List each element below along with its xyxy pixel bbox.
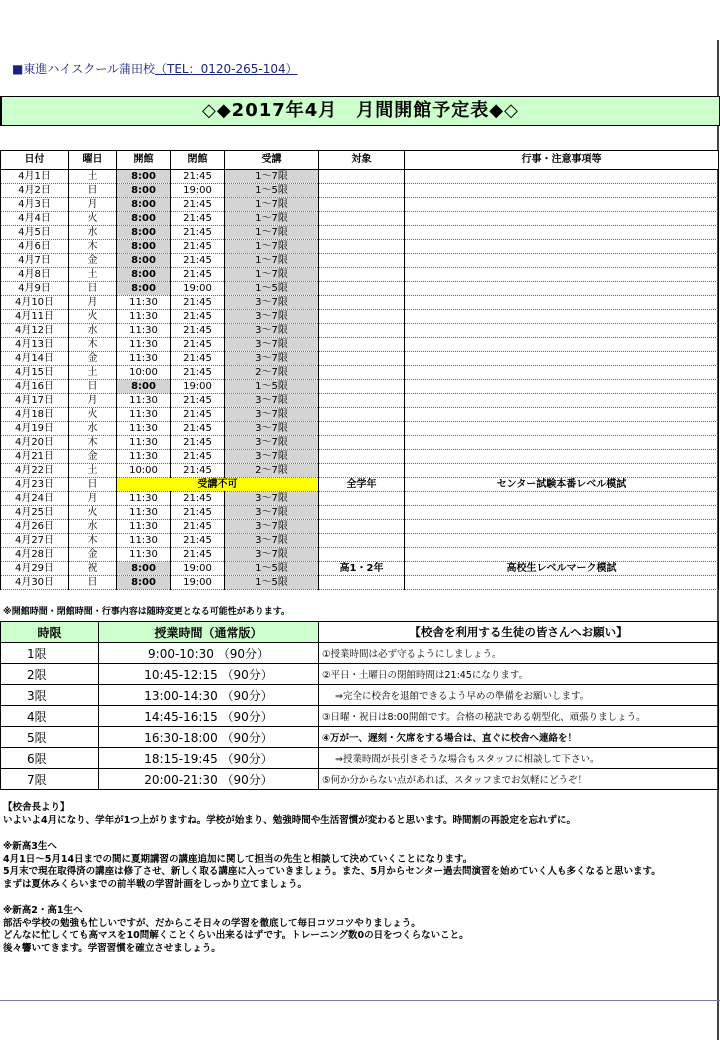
request-text: ⇒完全に校舎を退館できるよう早めの準備をお願いします。 bbox=[319, 685, 719, 706]
schedule-header-row bbox=[1, 151, 719, 170]
cell-event: センター試験本番レベル模試 bbox=[405, 478, 719, 492]
cell-dow: 水 bbox=[69, 422, 117, 436]
cell-date: 4月4日 bbox=[1, 212, 69, 226]
cell-class: 1〜7限 bbox=[225, 212, 319, 226]
cell-date: 4月3日 bbox=[1, 198, 69, 212]
cell-date: 4月8日 bbox=[1, 268, 69, 282]
cell-date: 4月7日 bbox=[1, 254, 69, 268]
cell-class: 3〜7限 bbox=[225, 506, 319, 520]
cell-target bbox=[319, 450, 405, 464]
cell-target bbox=[319, 380, 405, 394]
cell-open: 11:30 bbox=[117, 310, 171, 324]
cell-dow: 土 bbox=[69, 366, 117, 380]
cell-close: 19:00 bbox=[171, 282, 225, 296]
cell-dow: 水 bbox=[69, 226, 117, 240]
schedule-row bbox=[1, 450, 719, 464]
cell-open: 11:30 bbox=[117, 520, 171, 534]
cell-target bbox=[319, 170, 405, 184]
cell-date: 4月6日 bbox=[1, 240, 69, 254]
cell-date: 4月18日 bbox=[1, 408, 69, 422]
cell-close: 21:45 bbox=[171, 310, 225, 324]
periods-header-row bbox=[1, 622, 719, 643]
cell-target bbox=[319, 534, 405, 548]
cell-class: 3〜7限 bbox=[225, 338, 319, 352]
cell-event bbox=[405, 506, 719, 520]
period-name: 6限 bbox=[1, 748, 99, 769]
cell-open: 10:00 bbox=[117, 366, 171, 380]
cell-open: 11:30 bbox=[117, 492, 171, 506]
cell-target bbox=[319, 576, 405, 590]
schedule-table bbox=[0, 150, 719, 590]
cell-close: 21:45 bbox=[171, 506, 225, 520]
cell-open: 8:00 bbox=[117, 226, 171, 240]
cell-open: 11:30 bbox=[117, 534, 171, 548]
cell-date: 4月12日 bbox=[1, 324, 69, 338]
cell-open: 10:00 bbox=[117, 464, 171, 478]
cell-class: 1〜7限 bbox=[225, 240, 319, 254]
cell-event bbox=[405, 310, 719, 324]
cell-date: 4月27日 bbox=[1, 534, 69, 548]
cell-event bbox=[405, 534, 719, 548]
col-target: 対象 bbox=[319, 151, 405, 170]
cell-date: 4月13日 bbox=[1, 338, 69, 352]
schedule-row bbox=[1, 296, 719, 310]
col-events: 行事・注意事項等 bbox=[405, 151, 719, 170]
cell-target bbox=[319, 436, 405, 450]
cell-dow: 金 bbox=[69, 352, 117, 366]
cell-target bbox=[319, 548, 405, 562]
period-row bbox=[1, 748, 719, 769]
message-text: 後々響いてきます。学習習慣を確立させましょう。 bbox=[3, 943, 221, 954]
cell-class: 1〜7限 bbox=[225, 170, 319, 184]
cell-close: 21:45 bbox=[171, 436, 225, 450]
cell-close: 21:45 bbox=[171, 338, 225, 352]
schedule-row bbox=[1, 254, 719, 268]
cell-dow: 水 bbox=[69, 520, 117, 534]
cell-target bbox=[319, 268, 405, 282]
message-text: まずは夏休みくらいまでの前半戦の学習計画をしっかり立てましょう。 bbox=[3, 879, 308, 890]
cell-event bbox=[405, 366, 719, 380]
cell-target bbox=[319, 394, 405, 408]
period-row bbox=[1, 706, 719, 727]
cell-open: 11:30 bbox=[117, 450, 171, 464]
cell-class: 3〜7限 bbox=[225, 296, 319, 310]
schedule-row bbox=[1, 534, 719, 548]
cell-date: 4月21日 bbox=[1, 450, 69, 464]
cell-dow: 金 bbox=[69, 548, 117, 562]
cell-event bbox=[405, 212, 719, 226]
cell-target bbox=[319, 282, 405, 296]
schedule-row bbox=[1, 422, 719, 436]
cell-dow: 水 bbox=[69, 324, 117, 338]
cell-event bbox=[405, 548, 719, 562]
cell-class: 1〜7限 bbox=[225, 268, 319, 282]
cell-dow: 火 bbox=[69, 506, 117, 520]
cell-event bbox=[405, 338, 719, 352]
cell-event bbox=[405, 170, 719, 184]
cell-date: 4月17日 bbox=[1, 394, 69, 408]
schedule-row bbox=[1, 366, 719, 380]
cell-date: 4月15日 bbox=[1, 366, 69, 380]
period-row bbox=[1, 727, 719, 748]
cell-date: 4月30日 bbox=[1, 576, 69, 590]
period-time: 20:00-21:30 （90分） bbox=[99, 769, 319, 790]
cell-date: 4月28日 bbox=[1, 548, 69, 562]
schedule-row bbox=[1, 352, 719, 366]
cell-close: 21:45 bbox=[171, 422, 225, 436]
cell-close: 21:45 bbox=[171, 366, 225, 380]
cell-open: 11:30 bbox=[117, 506, 171, 520]
request-text: ⇒授業時間が長引きそうな場合もスタッフに相談して下さい。 bbox=[319, 748, 719, 769]
message-subheading: ※新高2・高1生へ bbox=[3, 905, 83, 916]
period-name: 4限 bbox=[1, 706, 99, 727]
cell-event bbox=[405, 240, 719, 254]
schedule-row bbox=[1, 464, 719, 478]
cell-dow: 金 bbox=[69, 450, 117, 464]
cell-event bbox=[405, 184, 719, 198]
cell-target bbox=[319, 296, 405, 310]
schedule-row bbox=[1, 268, 719, 282]
cell-class: 3〜7限 bbox=[225, 408, 319, 422]
cell-class: 3〜7限 bbox=[225, 548, 319, 562]
cell-class: 1〜7限 bbox=[225, 226, 319, 240]
cell-open: 8:00 bbox=[117, 282, 171, 296]
cell-close: 19:00 bbox=[171, 184, 225, 198]
cell-close: 19:00 bbox=[171, 380, 225, 394]
col-close: 閉館 bbox=[171, 151, 225, 170]
cell-open: 11:30 bbox=[117, 338, 171, 352]
cell-class: 1〜5限 bbox=[225, 184, 319, 198]
request-col-header: 【校舎を利用する生徒の皆さんへお願い】 bbox=[319, 622, 719, 643]
col-dow: 曜日 bbox=[69, 151, 117, 170]
schedule-row bbox=[1, 212, 719, 226]
col-class: 受講 bbox=[225, 151, 319, 170]
cell-close: 21:45 bbox=[171, 464, 225, 478]
schedule-row bbox=[1, 394, 719, 408]
cell-event bbox=[405, 352, 719, 366]
cell-target bbox=[319, 492, 405, 506]
cell-target bbox=[319, 198, 405, 212]
cell-close: 21:45 bbox=[171, 534, 225, 548]
cell-close: 21:45 bbox=[171, 198, 225, 212]
cell-class: 1〜5限 bbox=[225, 576, 319, 590]
period-name: 1限 bbox=[1, 643, 99, 664]
request-text: ③日曜・祝日は8:00開館です。合格の秘訣である朝型化、頑張りましょう。 bbox=[319, 706, 719, 727]
cell-class: 3〜7限 bbox=[225, 492, 319, 506]
schedule-row bbox=[1, 562, 719, 576]
square-bullet: ■ bbox=[12, 62, 24, 76]
period-time: 10:45-12:15 （90分） bbox=[99, 664, 319, 685]
cell-class: 3〜7限 bbox=[225, 436, 319, 450]
cell-date: 4月2日 bbox=[1, 184, 69, 198]
cell-dow: 日 bbox=[69, 380, 117, 394]
cell-target bbox=[319, 212, 405, 226]
period-time: 14:45-16:15 （90分） bbox=[99, 706, 319, 727]
schedule-row bbox=[1, 184, 719, 198]
cell-dow: 木 bbox=[69, 338, 117, 352]
cell-date: 4月20日 bbox=[1, 436, 69, 450]
cell-event bbox=[405, 422, 719, 436]
period-time: 13:00-14:30 （90分） bbox=[99, 685, 319, 706]
cell-open: 11:30 bbox=[117, 394, 171, 408]
cell-open: 11:30 bbox=[117, 324, 171, 338]
cell-open: 8:00 bbox=[117, 212, 171, 226]
cell-class: 3〜7限 bbox=[225, 310, 319, 324]
cell-date: 4月16日 bbox=[1, 380, 69, 394]
time-col-header: 授業時間（通常版） bbox=[99, 622, 319, 643]
period-name: 3限 bbox=[1, 685, 99, 706]
cell-date: 4月19日 bbox=[1, 422, 69, 436]
cell-open: 11:30 bbox=[117, 548, 171, 562]
period-name: 7限 bbox=[1, 769, 99, 790]
cell-dow: 火 bbox=[69, 408, 117, 422]
cell-dow: 月 bbox=[69, 296, 117, 310]
bottom-divider bbox=[0, 1000, 720, 1001]
cell-event: 高校生レベルマーク模試 bbox=[405, 562, 719, 576]
cell-class: 1〜5限 bbox=[225, 282, 319, 296]
schedule-row bbox=[1, 408, 719, 422]
cell-class: 3〜7限 bbox=[225, 324, 319, 338]
cell-class: 3〜7限 bbox=[225, 534, 319, 548]
cell-target bbox=[319, 338, 405, 352]
cell-event bbox=[405, 324, 719, 338]
period-col-header: 時限 bbox=[1, 622, 99, 643]
cell-open: 8:00 bbox=[117, 198, 171, 212]
cell-close: 21:45 bbox=[171, 408, 225, 422]
cell-class: 3〜7限 bbox=[225, 520, 319, 534]
cell-open: 11:30 bbox=[117, 352, 171, 366]
cell-class: 1〜5限 bbox=[225, 562, 319, 576]
cell-class: 1〜7限 bbox=[225, 198, 319, 212]
cell-class: 2〜7限 bbox=[225, 464, 319, 478]
cell-event bbox=[405, 450, 719, 464]
cell-open: 11:30 bbox=[117, 296, 171, 310]
cell-date: 4月14日 bbox=[1, 352, 69, 366]
cell-target bbox=[319, 324, 405, 338]
cell-target bbox=[319, 240, 405, 254]
cell-date: 4月5日 bbox=[1, 226, 69, 240]
cell-target bbox=[319, 254, 405, 268]
cell-open: 8:00 bbox=[117, 170, 171, 184]
cell-dow: 月 bbox=[69, 394, 117, 408]
message-text: 5月末で現在取得済の講座は修了させ、新しく取る講座に入っていきましょう。また、5月からセンター過去問演習を始めていく人も多くなると思います。 bbox=[3, 866, 661, 877]
cell-event bbox=[405, 436, 719, 450]
cell-close: 21:45 bbox=[171, 394, 225, 408]
schedule-row bbox=[1, 436, 719, 450]
cell-date: 4月1日 bbox=[1, 170, 69, 184]
cell-dow: 月 bbox=[69, 198, 117, 212]
school-tel: （TEL：0120-265-104） bbox=[155, 62, 298, 76]
cell-dow: 火 bbox=[69, 212, 117, 226]
request-text: ④万が一、遅刻・欠席をする場合は、直ぐに校舎へ連絡を！ bbox=[319, 727, 719, 748]
cell-target bbox=[319, 184, 405, 198]
schedule-row bbox=[1, 226, 719, 240]
cell-event bbox=[405, 408, 719, 422]
message-subheading: ※新高3生へ bbox=[3, 841, 57, 852]
cell-target bbox=[319, 366, 405, 380]
cell-date: 4月29日 bbox=[1, 562, 69, 576]
cell-event bbox=[405, 394, 719, 408]
period-row bbox=[1, 685, 719, 706]
cell-close: 21:45 bbox=[171, 268, 225, 282]
cell-open: 8:00 bbox=[117, 576, 171, 590]
cell-event bbox=[405, 296, 719, 310]
schedule-row bbox=[1, 338, 719, 352]
cell-target bbox=[319, 520, 405, 534]
cell-dow: 日 bbox=[69, 184, 117, 198]
school-name: 東進ハイスクール蒲田校 bbox=[23, 62, 155, 76]
cell-dow: 火 bbox=[69, 310, 117, 324]
cell-class: 1〜5限 bbox=[225, 380, 319, 394]
cell-event bbox=[405, 380, 719, 394]
cell-event bbox=[405, 520, 719, 534]
cell-class: 3〜7限 bbox=[225, 352, 319, 366]
col-open: 開館 bbox=[117, 151, 171, 170]
cell-class: 3〜7限 bbox=[225, 450, 319, 464]
period-row bbox=[1, 769, 719, 790]
message-text: いよいよ4月になり、学年が1つ上がりますね。学校が始まり、勉強時間や生活習慣が変わると思います。時間割の再設定を忘れずに。 bbox=[3, 815, 576, 826]
schedule-row bbox=[1, 170, 719, 184]
cell-open: 11:30 bbox=[117, 408, 171, 422]
page-title: ◇◆2017年4月 月間開館予定表◆◇ bbox=[0, 96, 720, 126]
cell-class: 2〜7限 bbox=[225, 366, 319, 380]
cell-class: 3〜7限 bbox=[225, 422, 319, 436]
cell-target: 高1・2年 bbox=[319, 562, 405, 576]
schedule-note: ※開館時間・閉館時間・行事内容は随時変更となる可能性があります。 bbox=[3, 607, 291, 617]
cell-target bbox=[319, 506, 405, 520]
cell-close: 21:45 bbox=[171, 296, 225, 310]
cell-dow: 木 bbox=[69, 534, 117, 548]
cell-dow: 木 bbox=[69, 240, 117, 254]
cell-event bbox=[405, 198, 719, 212]
schedule-row bbox=[1, 324, 719, 338]
message-text: どんなに忙しくても高マスを10問解くことくらい出来るはずです。トレーニング数0の日をつくらないこと。 bbox=[3, 930, 469, 941]
cell-event bbox=[405, 464, 719, 478]
cell-open: 8:00 bbox=[117, 562, 171, 576]
cell-class: 1〜7限 bbox=[225, 254, 319, 268]
cell-date: 4月10日 bbox=[1, 296, 69, 310]
cell-target bbox=[319, 352, 405, 366]
periods-table bbox=[0, 621, 719, 790]
cell-dow: 日 bbox=[69, 478, 117, 492]
cell-date: 4月24日 bbox=[1, 492, 69, 506]
period-time: 9:00-10:30 （90分） bbox=[99, 643, 319, 664]
message-heading: 【校舎長より】 bbox=[3, 802, 70, 813]
schedule-row bbox=[1, 198, 719, 212]
cell-dow: 祝 bbox=[69, 562, 117, 576]
schedule-row bbox=[1, 576, 719, 590]
cell-event bbox=[405, 492, 719, 506]
schedule-row bbox=[1, 520, 719, 534]
cell-date: 4月25日 bbox=[1, 506, 69, 520]
cell-target: 全学年 bbox=[319, 478, 405, 492]
schedule-row bbox=[1, 240, 719, 254]
cell-open: 8:00 bbox=[117, 254, 171, 268]
cell-dow: 月 bbox=[69, 492, 117, 506]
cell-close: 21:45 bbox=[171, 520, 225, 534]
cell-close: 19:00 bbox=[171, 562, 225, 576]
cell-target bbox=[319, 408, 405, 422]
cell-dow: 金 bbox=[69, 254, 117, 268]
cell-date: 4月11日 bbox=[1, 310, 69, 324]
cell-dow: 土 bbox=[69, 268, 117, 282]
cell-target bbox=[319, 464, 405, 478]
schedule-row bbox=[1, 282, 719, 296]
schedule-row bbox=[1, 310, 719, 324]
cell-date: 4月22日 bbox=[1, 464, 69, 478]
schedule-row bbox=[1, 380, 719, 394]
cell-dow: 日 bbox=[69, 576, 117, 590]
cell-class: 3〜7限 bbox=[225, 394, 319, 408]
cell-dow: 木 bbox=[69, 436, 117, 450]
cell-open: 8:00 bbox=[117, 240, 171, 254]
cell-target bbox=[319, 422, 405, 436]
period-row bbox=[1, 664, 719, 685]
cell-close: 21:45 bbox=[171, 548, 225, 562]
cell-close: 21:45 bbox=[171, 226, 225, 240]
cell-close: 19:00 bbox=[171, 576, 225, 590]
cell-open: 8:00 bbox=[117, 268, 171, 282]
cell-date: 4月26日 bbox=[1, 520, 69, 534]
cell-close: 21:45 bbox=[171, 212, 225, 226]
cell-date: 4月23日 bbox=[1, 478, 69, 492]
schedule-row bbox=[1, 492, 719, 506]
period-time: 18:15-19:45 （90分） bbox=[99, 748, 319, 769]
period-time: 16:30-18:00 （90分） bbox=[99, 727, 319, 748]
request-text: ⑤何か分からない点があれば、スタッフまでお気軽にどうぞ！ bbox=[319, 769, 719, 790]
cell-target bbox=[319, 226, 405, 240]
schedule-row bbox=[1, 506, 719, 520]
cell-close: 21:45 bbox=[171, 492, 225, 506]
cell-event bbox=[405, 576, 719, 590]
cell-close: 21:45 bbox=[171, 170, 225, 184]
request-text: ①授業時間は必ず守るようにしましょう。 bbox=[319, 643, 719, 664]
cell-open: 11:30 bbox=[117, 422, 171, 436]
period-name: 2限 bbox=[1, 664, 99, 685]
message-text: 4月1日〜5月14日までの間に夏期講習の講座追加に関して担当の先生と相談して決めていくことになります。 bbox=[3, 854, 473, 865]
cell-dow: 土 bbox=[69, 464, 117, 478]
cell-event bbox=[405, 282, 719, 296]
cell-dow: 土 bbox=[69, 170, 117, 184]
cell-open: 8:00 bbox=[117, 184, 171, 198]
cell-closed: 受講不可 bbox=[117, 478, 319, 492]
period-name: 5限 bbox=[1, 727, 99, 748]
cell-close: 21:45 bbox=[171, 324, 225, 338]
cell-dow: 日 bbox=[69, 282, 117, 296]
cell-close: 21:45 bbox=[171, 450, 225, 464]
school-header bbox=[12, 60, 298, 77]
cell-date: 4月9日 bbox=[1, 282, 69, 296]
cell-close: 21:45 bbox=[171, 254, 225, 268]
cell-event bbox=[405, 254, 719, 268]
period-row bbox=[1, 643, 719, 664]
message-text: 部活や学校の勉強も忙しいですが、だからこそ日々の学習を徹底して毎日コツコツやりましょう。 bbox=[3, 918, 421, 929]
cell-open: 8:00 bbox=[117, 380, 171, 394]
cell-open: 11:30 bbox=[117, 436, 171, 450]
cell-event bbox=[405, 226, 719, 240]
request-text: ②平日・土曜日の閉館時間は21:45になります。 bbox=[319, 664, 719, 685]
cell-target bbox=[319, 310, 405, 324]
schedule-row bbox=[1, 548, 719, 562]
col-date: 日付 bbox=[1, 151, 69, 170]
schedule-row bbox=[1, 478, 719, 492]
cell-event bbox=[405, 268, 719, 282]
cell-close: 21:45 bbox=[171, 240, 225, 254]
cell-close: 21:45 bbox=[171, 352, 225, 366]
